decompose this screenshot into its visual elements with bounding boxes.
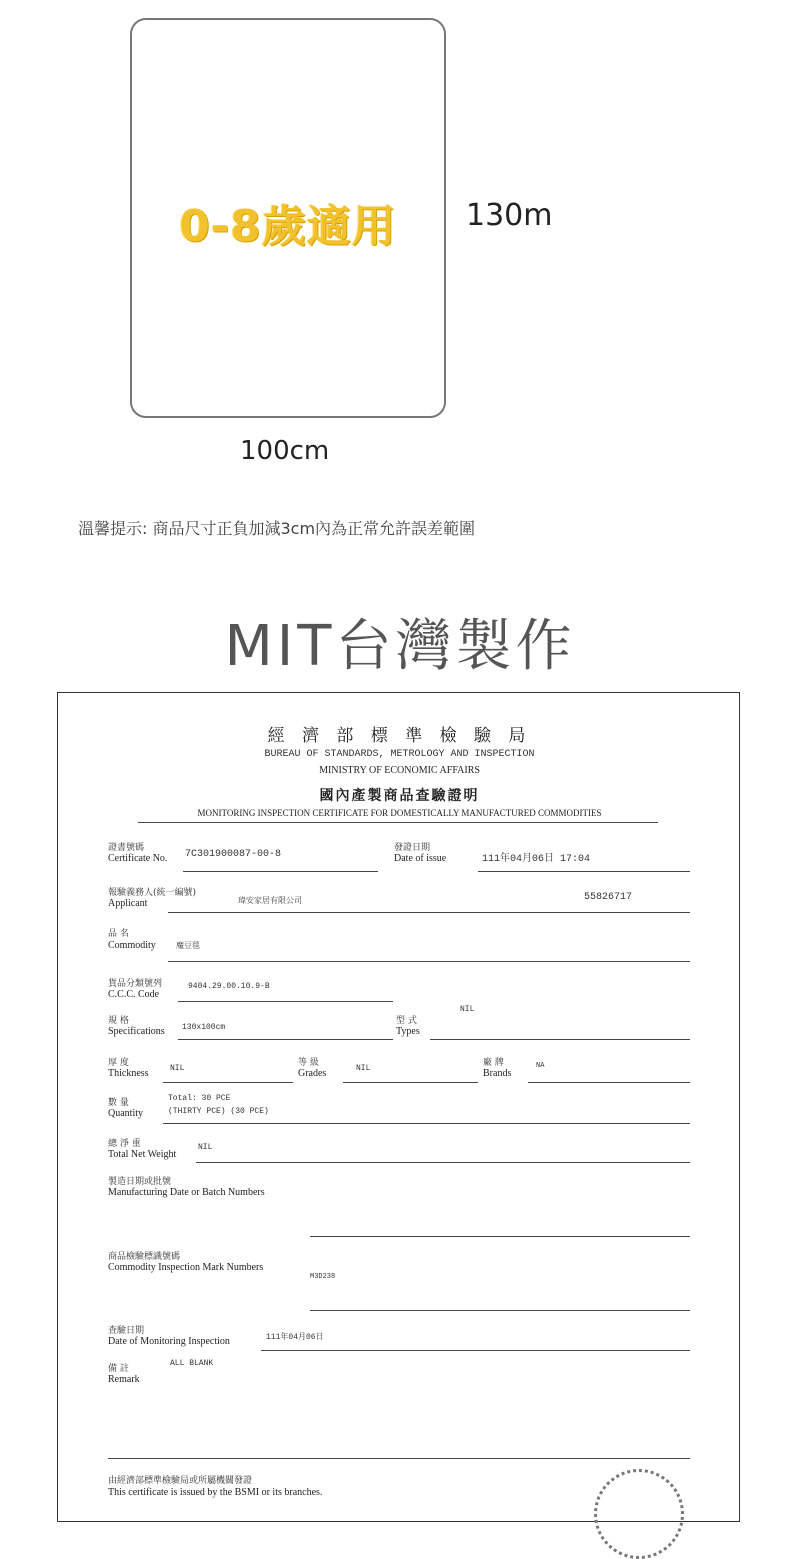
ccc-code-label-en: C.C.C. Code xyxy=(108,989,160,1000)
made-in-taiwan-heading: MIT台灣製作 xyxy=(224,614,576,679)
spec-label-cn: 規 格 xyxy=(108,1016,129,1026)
issue-date-value: 111年04月06日 17:04 xyxy=(482,854,591,865)
thickness-label-cn: 厚 度 xyxy=(108,1058,129,1068)
ccc-code-label-cn: 貨品分類號列 xyxy=(108,979,163,989)
types-line xyxy=(430,1039,690,1040)
net-weight-label-en: Total Net Weight xyxy=(108,1149,177,1160)
inspection-date-label-cn: 查驗日期 xyxy=(108,1326,145,1336)
thickness-line xyxy=(163,1082,293,1083)
net-weight-value: NIL xyxy=(198,1143,213,1152)
applicant-line xyxy=(168,912,690,913)
footer-note-cn: 由經濟部標準檢驗局或所屬機關發證 xyxy=(108,1476,253,1486)
mark-no-line xyxy=(310,1310,690,1311)
types-label-en: Types xyxy=(396,1026,420,1037)
commodity-line xyxy=(168,961,690,962)
thickness-label-en: Thickness xyxy=(108,1068,149,1079)
cert-no-value: 7C301900087-00-8 xyxy=(185,849,282,860)
mfg-date-label-cn: 製造日期或批號 xyxy=(108,1177,172,1187)
ministry-heading-cn: 經 濟 部 標 準 檢 驗 局 xyxy=(267,726,532,746)
applicant-id: 55826717 xyxy=(584,892,633,903)
inspection-date-line xyxy=(261,1350,690,1351)
cert-no-line xyxy=(183,871,378,872)
spec-line xyxy=(178,1039,393,1040)
net-weight-label-cn: 總 淨 重 xyxy=(108,1139,141,1149)
inspection-date-label-en: Date of Monitoring Inspection xyxy=(108,1336,230,1347)
quantity-label-en: Quantity xyxy=(108,1108,143,1119)
ccc-code-value: 9404.29.00.10.9-B xyxy=(188,982,270,991)
grades-label-cn: 等 級 xyxy=(298,1058,319,1068)
remark-value: ALL BLANK xyxy=(170,1359,214,1368)
spec-value: 130x100cm xyxy=(182,1023,226,1032)
quantity-value-words: (THIRTY PCE) (30 PCE) xyxy=(168,1107,269,1116)
brands-line xyxy=(528,1082,690,1083)
brands-label-cn: 廠 牌 xyxy=(483,1058,504,1068)
certificate-title-cn: 國內產製商品查驗證明 xyxy=(319,788,480,804)
commodity-label-cn: 品 名 xyxy=(108,929,129,939)
inspection-date-value: 111年04月06日 xyxy=(266,1333,324,1342)
age-range-label: 0-8歲適用 xyxy=(179,201,397,252)
ministry-heading-en: MINISTRY OF ECONOMIC AFFAIRS xyxy=(319,765,480,776)
mark-no-label-en: Commodity Inspection Mark Numbers xyxy=(108,1262,264,1273)
footer-note-en: This certificate is issued by the BSMI or its branches. xyxy=(108,1487,323,1498)
cert-no-label-en: Certificate No. xyxy=(108,853,168,864)
footer-divider xyxy=(108,1458,690,1459)
certificate-title-en: MONITORING INSPECTION CERTIFICATE FOR DOMESTICALLY MANUFACTURED COMMODITIES xyxy=(197,808,602,818)
issue-date-line xyxy=(478,871,690,872)
height-dimension: 130m xyxy=(466,198,553,233)
cert-no-label-cn: 證書號碼 xyxy=(108,843,145,853)
quantity-line xyxy=(163,1123,690,1124)
grades-label-en: Grades xyxy=(298,1068,327,1079)
grades-value: NIL xyxy=(356,1064,371,1073)
inspection-certificate xyxy=(57,692,740,1522)
tolerance-note: 溫馨提示: 商品尺寸正負加減3cm內為正常允許誤差範圍 xyxy=(78,519,476,538)
remark-label-cn: 備 註 xyxy=(108,1364,129,1374)
grades-line xyxy=(343,1082,478,1083)
mark-no-label-cn: 商品檢驗標識號碼 xyxy=(108,1252,181,1262)
types-label-cn: 型 式 xyxy=(396,1016,417,1026)
mfg-date-label-en: Manufacturing Date or Batch Numbers xyxy=(108,1187,265,1198)
spec-label-en: Specifications xyxy=(108,1026,165,1037)
commodity-value: 魔豆毯 xyxy=(176,941,200,950)
brands-value: NA xyxy=(536,1062,545,1070)
remark-label-en: Remark xyxy=(108,1374,140,1385)
mark-no-value: M3D238 xyxy=(310,1273,336,1281)
thickness-value: NIL xyxy=(170,1064,185,1073)
width-dimension: 100cm xyxy=(240,436,330,466)
commodity-label-en: Commodity xyxy=(108,940,156,951)
mfg-date-line xyxy=(310,1236,690,1237)
brands-label-en: Brands xyxy=(483,1068,512,1079)
ccc-code-line xyxy=(178,1001,393,1002)
issue-date-label-en: Date of issue xyxy=(394,853,447,864)
official-seal-stamp xyxy=(594,1469,684,1559)
bureau-heading-en: BUREAU OF STANDARDS, METROLOGY AND INSPECTION xyxy=(264,749,535,760)
quantity-value-total: Total: 30 PCE xyxy=(168,1094,231,1103)
title-underline xyxy=(138,822,658,823)
quantity-label-cn: 數 量 xyxy=(108,1098,129,1108)
applicant-label-cn: 報驗義務人(統一編號) xyxy=(108,888,197,898)
net-weight-line xyxy=(196,1162,690,1163)
applicant-label-en: Applicant xyxy=(108,898,148,909)
types-value: NIL xyxy=(460,1005,475,1014)
applicant-value: 瑋安家居有限公司 xyxy=(238,896,302,905)
issue-date-label-cn: 發證日期 xyxy=(394,843,431,853)
